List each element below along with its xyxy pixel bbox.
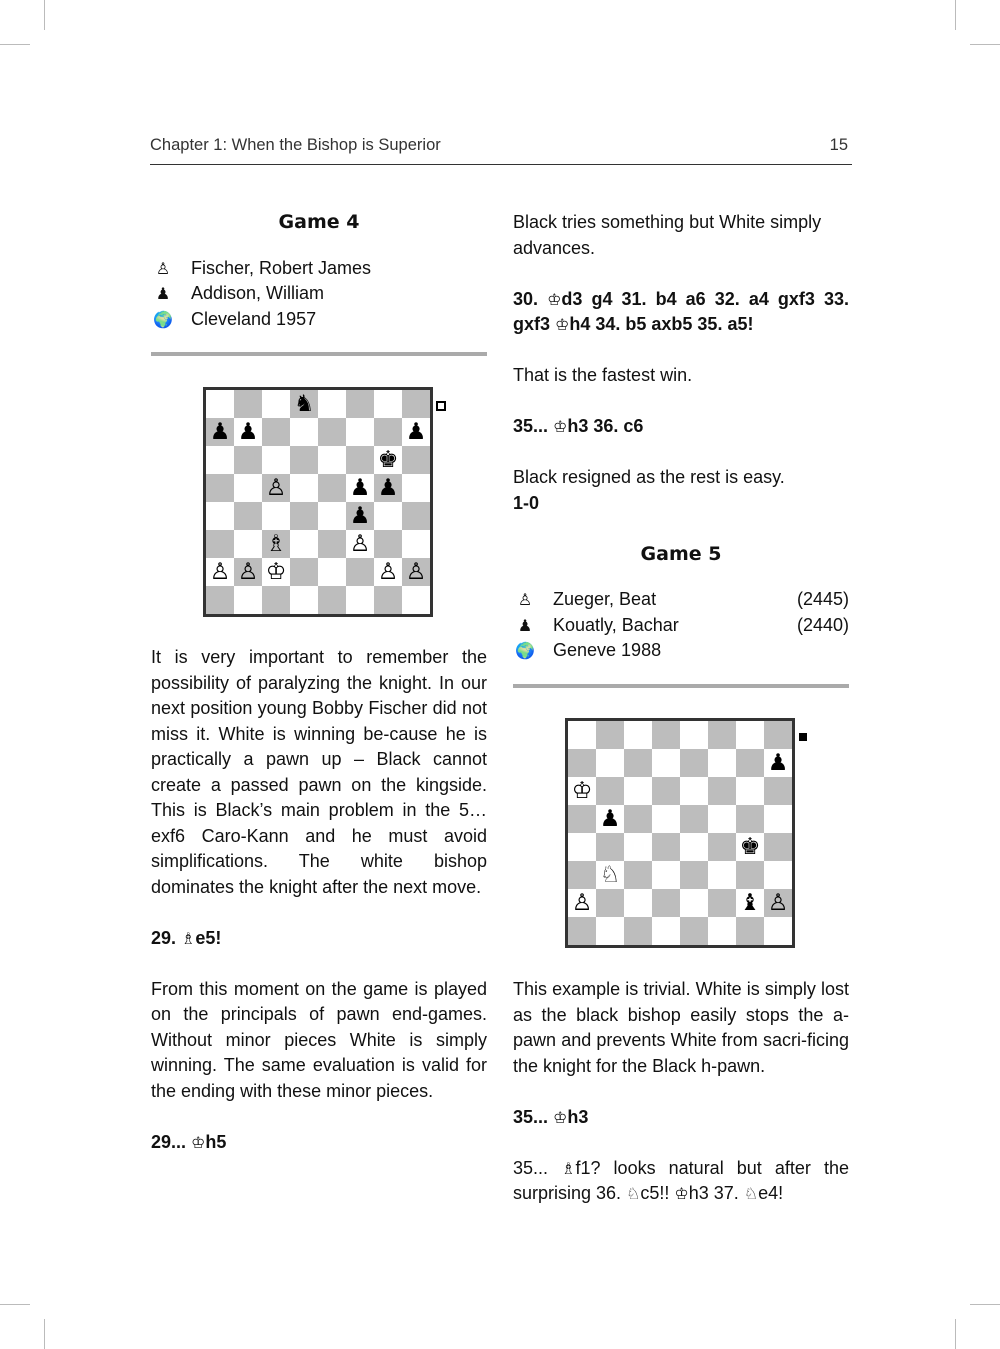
- chess-piece-square: ♚: [736, 833, 764, 861]
- chess-square: [318, 390, 346, 418]
- white-player-row: [513, 587, 849, 613]
- move-line: [151, 926, 487, 952]
- white-pawn-icon: ♙: [517, 590, 533, 609]
- right-column-text: [513, 977, 849, 1207]
- move-line: [513, 1105, 849, 1131]
- king-figurine: ♔: [555, 315, 570, 334]
- paragraph: That is the fastest win.: [513, 365, 693, 385]
- black-player-row: [151, 281, 487, 307]
- chess-piece-square: ♟: [234, 418, 262, 446]
- chess-square: [680, 805, 708, 833]
- move-line: [513, 287, 849, 338]
- crop-mark: [970, 1304, 1000, 1305]
- chess-square: [680, 749, 708, 777]
- chess-square: [680, 889, 708, 917]
- chess-square: [290, 446, 318, 474]
- chess-piece-square: ♔: [262, 558, 290, 586]
- move-text: 29...: [151, 1131, 192, 1152]
- paragraph: From this moment on the game is played on the principals of pawn end-games. Without minor pieces White is simply winning. The same evaluation is valid for the ending with these minor pieces.: [151, 978, 487, 1101]
- chess-square: [596, 889, 624, 917]
- move-text: 35...: [513, 416, 554, 436]
- chess-square: [652, 861, 680, 889]
- game-5-title: Game 5: [640, 542, 722, 565]
- move-text: d3 g4 31. b4 a6 32. a4 gxf3 33. gxf3: [513, 288, 849, 334]
- chess-square: [736, 777, 764, 805]
- white-player-name: Zueger, Beat: [553, 589, 657, 609]
- chess-piece-square: ♞: [290, 390, 318, 418]
- chess-square: [652, 889, 680, 917]
- chess-square: [708, 805, 736, 833]
- chess-square: [764, 777, 792, 805]
- chess-piece-square: ♝: [736, 889, 764, 917]
- chess-piece-square: ♟: [346, 474, 374, 502]
- chess-square: [234, 502, 262, 530]
- chess-square: [318, 446, 346, 474]
- chess-square: [708, 749, 736, 777]
- chess-square: [234, 530, 262, 558]
- move-text: h3 36. c6: [567, 416, 644, 436]
- black-player-name: Addison, William: [191, 283, 325, 303]
- chess-square: [652, 721, 680, 749]
- paragraph: This example is trivial. White is simply lost as the black bishop easily stops the a-pawn and prevents White from sacri-ficing the knight for the Black h-pawn.: [513, 979, 849, 1076]
- move-text: 29.: [151, 927, 182, 948]
- chess-square: [624, 777, 652, 805]
- crop-mark: [44, 1319, 45, 1349]
- crop-mark: [955, 0, 956, 30]
- crop-mark: [44, 0, 45, 30]
- globe-icon: 🌍: [153, 309, 173, 329]
- chess-square: [346, 586, 374, 614]
- event-row: [513, 638, 849, 664]
- event-row: [151, 307, 487, 333]
- chess-piece-square: ♙: [346, 530, 374, 558]
- crop-mark: [970, 44, 1000, 45]
- chess-square: [624, 721, 652, 749]
- king-figurine: ♔: [547, 289, 562, 309]
- crop-mark: [955, 1319, 956, 1349]
- chess-piece-square: ♟: [596, 805, 624, 833]
- chess-square: [680, 833, 708, 861]
- game-5-info: [513, 587, 849, 664]
- chess-square: [764, 833, 792, 861]
- chess-diagram-game-4: [203, 387, 433, 617]
- note-text: 35...: [513, 1157, 562, 1178]
- king-figurine: ♔: [553, 1107, 568, 1127]
- black-to-move-marker: [799, 733, 807, 741]
- chess-square: [318, 586, 346, 614]
- chess-square: [290, 474, 318, 502]
- annotation-line: [513, 1156, 849, 1207]
- paragraph: It is very important to remember the possibility of paralyzing the knight. In our next position young Bobby Fischer did not miss it. White is winning be-cause he is practically a pawn up – Black cannot create a passed pawn on the kingside. This is Black’s main problem in the 5…exf6 Caro-Kann and he must avoid simplifications. The white bishop dominates the knight after the next move.: [151, 647, 487, 897]
- chess-square: [346, 558, 374, 586]
- king-figurine: ♔: [674, 1184, 689, 1203]
- chess-square: [290, 586, 318, 614]
- chess-square: [402, 502, 430, 530]
- bishop-figurine: ♗: [181, 928, 196, 948]
- chess-piece-square: ♟: [374, 474, 402, 502]
- chess-square: [346, 418, 374, 446]
- chess-square: [736, 805, 764, 833]
- chess-square: [346, 390, 374, 418]
- chess-square: [402, 474, 430, 502]
- chess-square: [708, 833, 736, 861]
- chess-piece-square: ♙: [234, 558, 262, 586]
- chess-square: [290, 502, 318, 530]
- chess-square: [624, 889, 652, 917]
- chess-square: [206, 390, 234, 418]
- chess-square: [206, 502, 234, 530]
- move-line: [151, 1130, 487, 1156]
- black-player-row: [513, 613, 849, 639]
- chess-square: [568, 833, 596, 861]
- move-text: h4 34. b5 axb5 35. a5!: [569, 314, 754, 334]
- chess-square: [624, 917, 652, 945]
- chess-square: [290, 558, 318, 586]
- chess-square: [206, 474, 234, 502]
- chess-square: [652, 749, 680, 777]
- chess-square: [568, 805, 596, 833]
- chess-square: [596, 749, 624, 777]
- globe-icon: 🌍: [515, 641, 535, 660]
- bishop-figurine: ♗: [561, 1158, 576, 1178]
- chess-square: [652, 805, 680, 833]
- page-number: 15: [829, 136, 848, 154]
- chess-piece-square: ♙: [764, 889, 792, 917]
- white-player-row: [151, 256, 487, 282]
- chess-square: [262, 390, 290, 418]
- chess-piece-square: ♚: [374, 446, 402, 474]
- game-4-title: Game 4: [278, 211, 360, 233]
- left-column: [151, 210, 487, 356]
- note-text: c5!!: [640, 1183, 675, 1203]
- chess-square: [680, 777, 708, 805]
- header-rule: [150, 164, 852, 165]
- chess-square: [764, 805, 792, 833]
- chess-square: [568, 917, 596, 945]
- white-player-rating: (2445): [796, 589, 849, 609]
- chess-square: [652, 833, 680, 861]
- chess-square: [708, 889, 736, 917]
- crop-mark: [0, 44, 30, 45]
- crop-mark: [0, 1304, 30, 1305]
- chess-square: [206, 530, 234, 558]
- chess-square: [680, 721, 708, 749]
- chess-piece-square: ♙: [206, 558, 234, 586]
- chess-square: [374, 586, 402, 614]
- chess-square: [206, 446, 234, 474]
- chess-square: [652, 777, 680, 805]
- chess-square: [234, 390, 262, 418]
- move-text: 35...: [513, 1106, 554, 1127]
- chess-piece-square: ♙: [568, 889, 596, 917]
- chess-square: [318, 530, 346, 558]
- chess-piece-square: ♙: [374, 558, 402, 586]
- chess-square: [736, 861, 764, 889]
- chess-square: [568, 861, 596, 889]
- game-info-rule: [151, 352, 487, 356]
- chess-square: [596, 777, 624, 805]
- left-column-text: [151, 645, 487, 1155]
- chess-square: [624, 833, 652, 861]
- game-result: 1-0: [513, 492, 540, 513]
- chess-square: [680, 861, 708, 889]
- chess-square: [346, 446, 374, 474]
- chess-square: [290, 418, 318, 446]
- king-figurine: ♔: [191, 1132, 206, 1152]
- note-text: h3 37.: [688, 1183, 744, 1203]
- chess-diagram-game-5: [565, 718, 795, 948]
- chess-square: [708, 721, 736, 749]
- chess-piece-square: ♟: [346, 502, 374, 530]
- chess-square: [596, 917, 624, 945]
- chess-piece-square: ♙: [262, 474, 290, 502]
- chess-square: [374, 418, 402, 446]
- move-text: h3: [567, 1106, 589, 1127]
- chess-piece-square: ♔: [568, 777, 596, 805]
- chess-square: [736, 721, 764, 749]
- chess-square: [374, 530, 402, 558]
- chess-square: [206, 586, 234, 614]
- chess-square: [318, 418, 346, 446]
- move-text: e5!: [195, 927, 222, 948]
- chess-piece-square: ♟: [402, 418, 430, 446]
- chess-square: [262, 418, 290, 446]
- chess-square: [262, 446, 290, 474]
- chess-square: [262, 586, 290, 614]
- chess-square: [736, 917, 764, 945]
- chess-square: [708, 861, 736, 889]
- chess-square: [234, 474, 262, 502]
- chess-square: [568, 721, 596, 749]
- chess-square: [262, 502, 290, 530]
- chess-square: [568, 749, 596, 777]
- knight-figurine: ♘: [743, 1184, 759, 1203]
- paragraph: Black resigned as the rest is easy.: [513, 467, 785, 487]
- chapter-title: Chapter 1: When the Bishop is Superior: [150, 136, 441, 154]
- chess-piece-square: ♙: [402, 558, 430, 586]
- chess-square: [708, 917, 736, 945]
- chess-square: [596, 721, 624, 749]
- event-name: Geneve 1988: [553, 640, 662, 660]
- black-pawn-icon: ♟: [155, 284, 171, 303]
- chess-square: [402, 586, 430, 614]
- chess-square: [234, 586, 262, 614]
- chess-square: [764, 917, 792, 945]
- chess-square: [318, 474, 346, 502]
- note-text: e4!: [758, 1183, 784, 1203]
- chess-square: [374, 502, 402, 530]
- king-figurine: ♔: [553, 417, 568, 436]
- chess-square: [402, 530, 430, 558]
- note-text: f1? looks natural but after the surprising 36.: [513, 1157, 849, 1203]
- running-header: [150, 136, 850, 155]
- black-player-name: Kouatly, Bachar: [553, 614, 679, 635]
- event-name: Cleveland 1957: [191, 308, 317, 329]
- chess-square: [596, 833, 624, 861]
- chess-square: [318, 502, 346, 530]
- chess-square: [708, 777, 736, 805]
- chess-square: [680, 917, 708, 945]
- chess-square: [764, 721, 792, 749]
- chess-piece-square: ♟: [206, 418, 234, 446]
- chess-square: [402, 446, 430, 474]
- chess-square: [624, 805, 652, 833]
- game-info-rule: [513, 684, 849, 688]
- chess-square: [624, 749, 652, 777]
- chess-square: [374, 390, 402, 418]
- chess-square: [234, 446, 262, 474]
- chess-square: [652, 917, 680, 945]
- chess-square: [318, 558, 346, 586]
- black-player-rating: (2440): [796, 614, 849, 635]
- knight-figurine: ♘: [626, 1184, 641, 1203]
- chess-square: [290, 530, 318, 558]
- move-text: 30.: [513, 288, 548, 309]
- move-text: h5: [205, 1131, 227, 1152]
- chess-square: [624, 861, 652, 889]
- chess-piece-square: ♗: [262, 530, 290, 558]
- black-to-move-marker: [436, 401, 446, 411]
- black-pawn-icon: ♟: [517, 615, 533, 635]
- game-4-info: [151, 256, 487, 333]
- white-player-name: Fischer, Robert James: [191, 257, 372, 278]
- paragraph: Black tries something but White simply advances.: [513, 212, 822, 258]
- chess-square: [736, 749, 764, 777]
- chess-square: [402, 390, 430, 418]
- right-column: [513, 210, 849, 688]
- move-line: [513, 414, 849, 440]
- chess-square: [764, 861, 792, 889]
- white-pawn-icon: ♙: [155, 258, 171, 278]
- chess-piece-square: ♘: [596, 861, 624, 889]
- chess-piece-square: ♟: [764, 749, 792, 777]
